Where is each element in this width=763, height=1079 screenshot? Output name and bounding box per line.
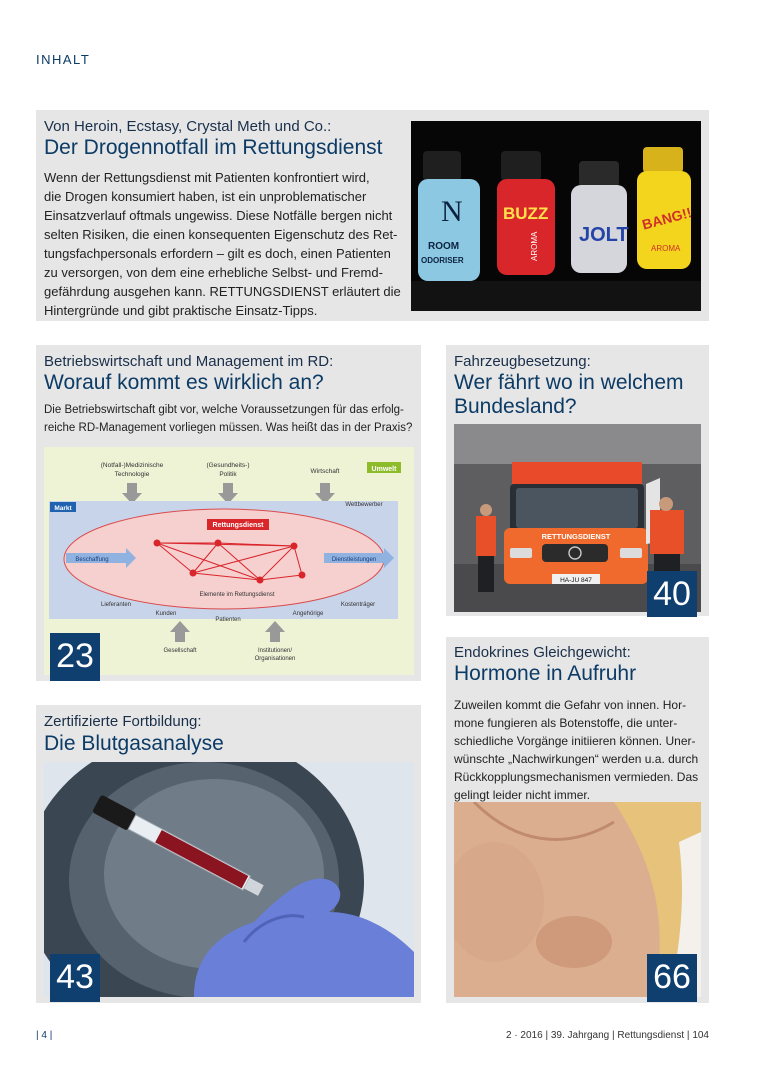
footer-volume: 39. Jahrgang xyxy=(550,1030,610,1041)
article-title[interactable]: Wer fährt wo in welchem xyxy=(454,371,684,394)
bottle-label: AROMA xyxy=(530,231,539,261)
page-number-badge[interactable]: 23 xyxy=(50,633,100,681)
teaser-line: selten Risiken, die einen konsequenten Eigenschutz des Ret- xyxy=(44,227,398,242)
teaser-line: mone fungieren als Botenstoffe, die unter- xyxy=(454,716,678,730)
diagram-label-politik: Politik xyxy=(219,471,237,478)
diagram-label-wettbewerber: Wettbewerber xyxy=(345,502,383,508)
diagram-label-gesellschaft: Gesellschaft xyxy=(163,648,197,654)
article-kicker: Betriebswirtschaft und Management im RD: xyxy=(44,353,334,370)
bottle-label: ROOM xyxy=(428,241,460,252)
teaser-line: zu versorgen, von dem eine erhebliche Selbst- und Fremd- xyxy=(44,265,383,280)
license-plate: HA-JU 847 xyxy=(560,577,592,584)
article-title[interactable]: Die Blutgasanalyse xyxy=(44,732,224,755)
article-teaser xyxy=(44,401,416,437)
diagram-label-dienstleistungen: Dienstleistungen xyxy=(331,557,377,563)
footer-page-number: | 4 | xyxy=(36,1030,53,1041)
footer-magazine: Rettungsdienst xyxy=(617,1030,685,1041)
teaser-line: reiche RD-Management vorliegen müssen. Was heißt das in der Praxis? xyxy=(44,422,413,434)
page-number-badge[interactable]: 43 xyxy=(50,954,100,1002)
teaser-line: Wenn der Rettungsdienst mit Patienten konfrontiert wird, xyxy=(44,170,370,185)
article-title[interactable]: Worauf kommt es wirklich an? xyxy=(44,371,324,394)
teaser-line: Hintergründe und gibt praktische Einsatz-Tipps. xyxy=(44,303,318,318)
article-teaser xyxy=(44,168,404,320)
article-kicker: Fahrzeugbesetzung: xyxy=(454,353,591,370)
bottle-label: ODORISER xyxy=(421,256,464,265)
diagram-label-angehoerige: Angehörige xyxy=(292,611,324,617)
article-title[interactable]: Hormone in Aufruhr xyxy=(454,662,637,685)
teaser-line: tungsfachpersonals erfordern – gilt es doch, einen Patienten xyxy=(44,246,391,261)
diagram-label-umwelt: Umwelt xyxy=(371,466,397,473)
teaser-line: Die Betriebswirtschaft gibt vor, welche Voraussetzungen für das erfolg- xyxy=(44,404,404,416)
vehicle-lettering: RETTUNGSDIENST xyxy=(541,532,611,541)
teaser-line: schiedliche Vorgänge initiieren können. Uner- xyxy=(454,734,696,748)
diagram-label-kostentraeger: Kostenträger xyxy=(340,602,376,608)
page-number-badge[interactable]: 40 xyxy=(647,571,697,617)
article-kicker: Zertifizierte Fortbildung: xyxy=(44,713,202,730)
article-kicker: Von Heroin, Ecstasy, Crystal Meth und Co.: xyxy=(44,118,332,135)
diagram-label-lieferanten: Lieferanten xyxy=(100,602,132,608)
bottle-label: BUZZ xyxy=(503,204,549,223)
diagram-label-technologie: (Notfall-)Medizinische xyxy=(100,462,164,469)
article-teaser xyxy=(454,696,706,804)
teaser-line: wünschte „Nachwirkungen“ werden u.a. durch xyxy=(454,752,699,766)
teaser-line: gefährdung ausgehen kann. RETTUNGSDIENST erläutert die xyxy=(44,284,401,299)
diagram-label-institutionen: Institutionen/ xyxy=(257,648,293,654)
bottle-label: AROMA xyxy=(651,244,681,253)
diagram-label-beschaffung: Beschaffung xyxy=(75,557,109,563)
teaser-line: gelingt leider nicht immer. xyxy=(454,788,591,802)
diagram-label-kunden: Kunden xyxy=(155,611,177,617)
footer-issue: 2 · 2016 xyxy=(505,1030,543,1041)
teaser-line: die Drogen konsumiert haben, ist ein unproblematischer xyxy=(44,189,367,204)
footer-page2: 104 xyxy=(692,1030,709,1041)
footer-issue-info: 2 · 2016 | 39. Jahrgang | Rettungsdienst | 104 xyxy=(505,1030,709,1041)
article-title[interactable]: Der Drogennotfall im Rettungsdienst xyxy=(44,136,383,159)
teaser-line: Einsatzverlauf oftmals ungewiss. Diese Notfälle bergen nicht xyxy=(44,208,393,223)
diagram-label-organisationen: Organisationen xyxy=(254,656,296,662)
drug-bottles-photo xyxy=(411,121,701,311)
teaser-line: Zuweilen kommt die Gefahr von innen. Hor- xyxy=(454,698,687,712)
footer-page: 4 xyxy=(41,1030,47,1041)
diagram-label-elemente: Elemente im Rettungsdienst xyxy=(199,592,275,598)
teaser-line: Rückkopplungsmechanismen vermieden. Das xyxy=(454,770,699,784)
article-title[interactable]: Bundesland? xyxy=(454,395,577,418)
diagram-label-wirtschaft: Wirtschaft xyxy=(310,468,340,475)
diagram-label-politik: (Gesundheits-) xyxy=(206,462,250,469)
page-number-badge[interactable]: 66 xyxy=(647,954,697,1002)
bottle-label: BANG!! xyxy=(640,204,694,233)
diagram-label-technologie: Technologie xyxy=(114,471,150,478)
diagram-label-markt: Markt xyxy=(54,505,72,512)
bottle-label: JOLT xyxy=(579,224,629,246)
section-label: INHALT xyxy=(36,52,91,67)
diagram-label-rettungsdienst: Rettungsdienst xyxy=(212,522,264,529)
bottle-label: N xyxy=(441,195,463,228)
article-kicker: Endokrines Gleichgewicht: xyxy=(454,644,631,661)
diagram-label-patienten: Patienten xyxy=(215,617,241,623)
